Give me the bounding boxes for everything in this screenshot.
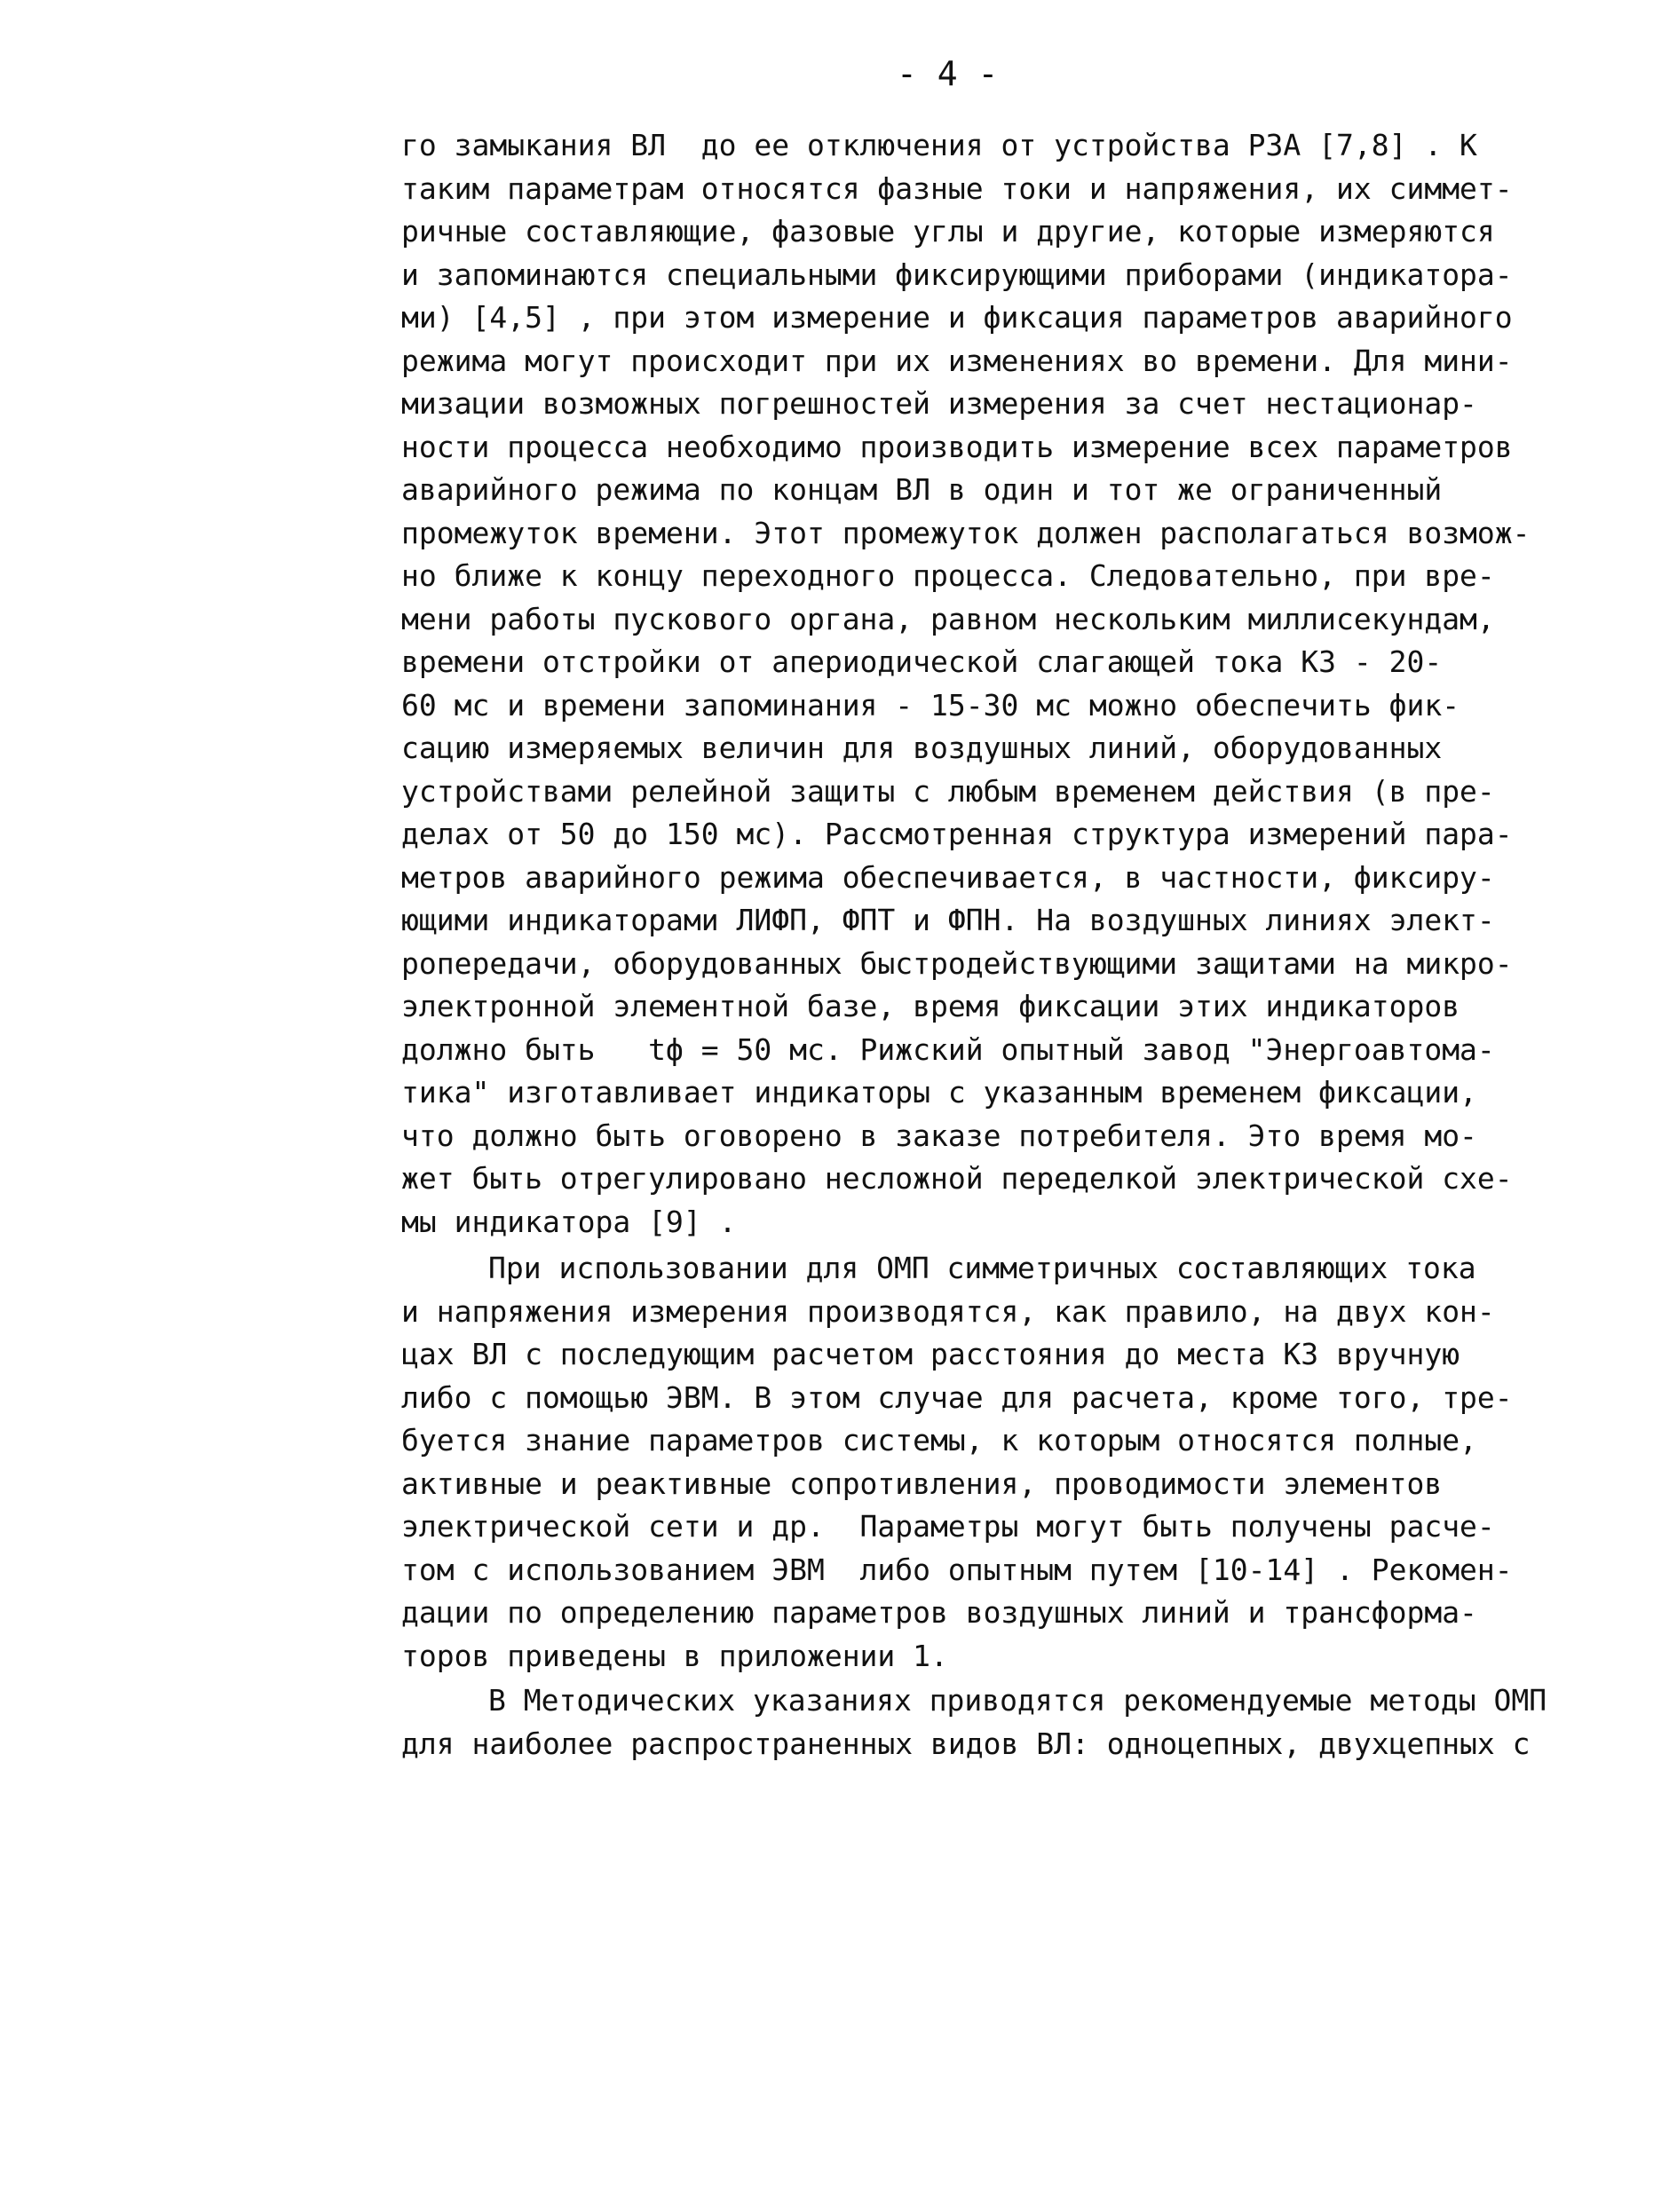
text-line: и запоминаются специальными фиксирующими приборами (индикатора- bbox=[401, 257, 1513, 292]
text-line: либо с помощью ЭВМ. В этом случае для расчета, кроме того, тре- bbox=[401, 1379, 1513, 1415]
text-line: режима могут происходит при их изменениях во времени. Для мини- bbox=[401, 343, 1513, 378]
paragraph-2 bbox=[401, 1247, 1586, 1678]
text-line: мени работы пускового органа, равном нескольким миллисекундам, bbox=[401, 601, 1495, 636]
text-line: для наиболее распространенных видов ВЛ: одноцепных, двухцепных с bbox=[401, 1726, 1531, 1761]
text-line: ности процесса необходимо производить измерение всех параметров bbox=[401, 429, 1513, 464]
text-line: При использовании для ОМП симметричных составляющих тока bbox=[488, 1251, 1476, 1285]
text-line: но ближе к концу переходного процесса. Следовательно, при вре- bbox=[401, 558, 1495, 593]
text-line: торов приведены в приложении 1. bbox=[401, 1638, 948, 1673]
text-line: промежуток времени. Этот промежуток должен располагаться возмож- bbox=[401, 515, 1531, 550]
text-line: жет быть отрегулировано несложной переделкой электрической схе- bbox=[401, 1161, 1513, 1196]
text-line: цах ВЛ с последующим расчетом расстояния до места КЗ вручную bbox=[401, 1337, 1460, 1371]
text-line: должно быть tф = 50 мс. Рижский опытный завод "Энергоавтома- bbox=[401, 1031, 1495, 1067]
text-line: ми) [4,5] , при этом измерение и фиксация параметров аварийного bbox=[401, 300, 1513, 335]
text-line: и напряжения измерения производятся, как правило, на двух кон- bbox=[401, 1293, 1495, 1329]
text-line: буется знание параметров системы, к которым относятся полные, bbox=[401, 1423, 1477, 1458]
text-line: электронной элементной базе, время фиксации этих индикаторов bbox=[401, 989, 1460, 1023]
text-line: делах от 50 до 150 мс). Рассмотренная структура измерений пара- bbox=[401, 817, 1513, 851]
page-number: - 4 - bbox=[897, 54, 999, 93]
text-line: аварийного режима по концам ВЛ в один и тот же ограниченный bbox=[401, 472, 1443, 507]
text-line: В Методических указаниях приводятся рекомендуемые методы ОМП bbox=[488, 1683, 1547, 1718]
text-line: мизации возможных погрешностей измерения за счет нестационар- bbox=[401, 386, 1477, 421]
text-line: дации по определению параметров воздушных линий и трансформа- bbox=[401, 1595, 1477, 1630]
text-line: 60 мс и времени запоминания - 15-30 мс можно обеспечить фик- bbox=[401, 687, 1460, 723]
text-line: сацию измеряемых величин для воздушных линий, оборудованных bbox=[401, 731, 1443, 765]
paragraph-1 bbox=[401, 124, 1586, 1244]
text-line: метров аварийного режима обеспечивается, в частности, фиксиру- bbox=[401, 859, 1495, 895]
text-line: ричные составляющие, фазовые углы и другие, которые измеряются bbox=[401, 214, 1495, 249]
text-line: таким параметрам относятся фазные токи и напряжения, их симмет- bbox=[401, 170, 1513, 206]
text-line: том с использованием ЭВМ либо опытным путем [10-14] . Рекомен- bbox=[401, 1552, 1513, 1587]
text-line: тика" изготавливает индикаторы с указанным временем фиксации, bbox=[401, 1075, 1477, 1110]
text-line: времени отстройки от апериодической слагающей тока КЗ - 20- bbox=[401, 644, 1443, 679]
text-line: ропередачи, оборудованных быстродействующими защитами на микро- bbox=[401, 945, 1513, 981]
text-line: го замыкания ВЛ до ее отключения от устройства РЗА [7,8] . К bbox=[401, 128, 1477, 162]
text-line: устройствами релейной защиты с любым временем действия (в пре- bbox=[401, 773, 1495, 809]
paragraph-3 bbox=[401, 1679, 1586, 1766]
text-line: что должно быть оговорено в заказе потребителя. Это время мо- bbox=[401, 1118, 1477, 1153]
text-line: активные и реактивные сопротивления, проводимости элементов bbox=[401, 1465, 1443, 1501]
text-line: мы индикатора [9] . bbox=[401, 1204, 737, 1239]
text-line: ющими индикаторами ЛИФП, ФПТ и ФПН. На воздушных линиях элект- bbox=[401, 903, 1495, 937]
text-line: электрической сети и др. Параметры могут быть получены расче- bbox=[401, 1509, 1495, 1544]
